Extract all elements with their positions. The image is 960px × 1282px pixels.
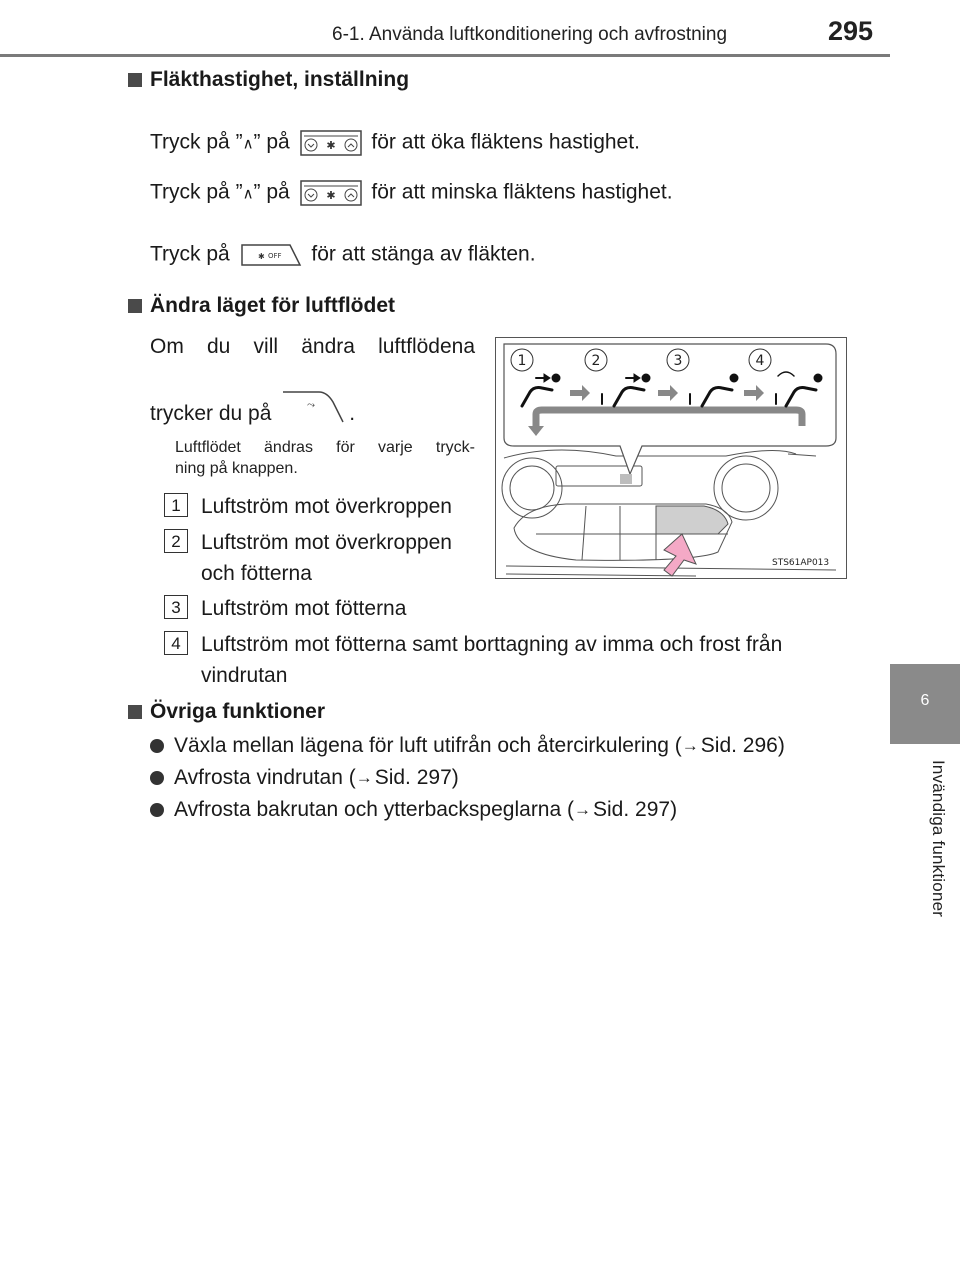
fan-decrease-line: Tryck på ”∧” på ✱ för att minska fläktens hastighet.: [150, 180, 673, 206]
airflow-intro-line1: Om du vill ändra luftflödena: [150, 335, 475, 358]
airflow-item-4: 4 Luftström mot fötterna samt borttagning av imma och frost från vindrutan: [164, 629, 841, 691]
item-number-badge: 3: [164, 595, 188, 619]
figure-code: STS61AP013: [772, 558, 830, 568]
fan-speed-button-icon: [300, 180, 362, 206]
section-heading-airflow-mode: Ändra läget för luftflödet: [128, 294, 395, 318]
cross-reference-arrow-icon: →: [574, 800, 591, 819]
fan-speed-button-icon: [300, 130, 362, 156]
svg-text:OFF: OFF: [267, 252, 282, 260]
airflow-item-1: 1 Luftström mot överkroppen: [164, 491, 491, 522]
svg-text:⤳: ⤳: [307, 400, 316, 411]
chapter-tab: [890, 664, 960, 744]
press-arrow-icon: [664, 534, 696, 576]
item-number-badge: 4: [164, 631, 188, 655]
fan-off-line: Tryck på ✱ OFF för att stänga av fläkten.: [150, 242, 536, 268]
square-bullet-icon: [128, 73, 142, 87]
svg-text:2: 2: [591, 353, 601, 369]
page-reference-link[interactable]: Sid. 296: [700, 734, 778, 757]
running-header: 6-1. Använda luftkonditionering och avfrostning: [332, 24, 728, 45]
svg-text:✱: ✱: [257, 252, 265, 261]
svg-text:✱: ✱: [325, 189, 336, 202]
page-number: 295: [828, 16, 874, 46]
cross-reference-arrow-icon: →: [681, 736, 699, 755]
airflow-item-2: 2 Luftström mot överkroppen och fötterna: [164, 527, 491, 589]
fan-off-button-icon: [240, 242, 302, 268]
svg-text:✱: ✱: [325, 139, 336, 152]
cross-reference-arrow-icon: →: [355, 768, 373, 787]
dashboard-illustration: [496, 338, 846, 578]
svg-text:3: 3: [673, 353, 683, 369]
page-reference-link[interactable]: Sid. 297: [374, 766, 452, 789]
round-bullet-icon: [150, 803, 164, 817]
section-heading-fan-speed: Fläkthastighet, inställning: [128, 68, 409, 92]
item-number-badge: 2: [164, 529, 188, 553]
svg-text:1: 1: [517, 353, 527, 369]
bullet-item: Avfrosta bakrutan och ytterbackspeglarna ( → Sid. 297 ): [150, 798, 677, 822]
bullet-item: Avfrosta vindrutan ( → Sid. 297 ): [150, 766, 459, 790]
bullet-item: Växla mellan lägena för luft utifrån och återcirkulering ( → Sid. 296 ): [150, 734, 785, 758]
square-bullet-icon: [128, 705, 142, 719]
item-number-badge: 1: [164, 493, 188, 517]
airflow-intro-line2: trycker du på ⤳ .: [150, 388, 355, 428]
header-rule: [0, 54, 890, 57]
airflow-mode-button-icon: [281, 388, 345, 428]
chapter-label: Invändiga funktioner: [929, 760, 948, 918]
page-reference-link[interactable]: Sid. 297: [593, 798, 671, 821]
fan-increase-line: Tryck på ”∧” på ✱ för att öka fläktens hastighet.: [150, 130, 640, 156]
section-heading-other-functions: Övriga funktioner: [128, 700, 325, 724]
round-bullet-icon: [150, 771, 164, 785]
round-bullet-icon: [150, 739, 164, 753]
svg-text:4: 4: [755, 353, 765, 369]
chapter-number: 6: [920, 692, 930, 709]
airflow-item-3: 3 Luftström mot fötterna: [164, 593, 841, 624]
square-bullet-icon: [128, 299, 142, 313]
airflow-note: Luftflödet ändras för varje tryck- ning på knappen.: [175, 439, 475, 477]
airflow-mode-illustration: [495, 337, 847, 579]
